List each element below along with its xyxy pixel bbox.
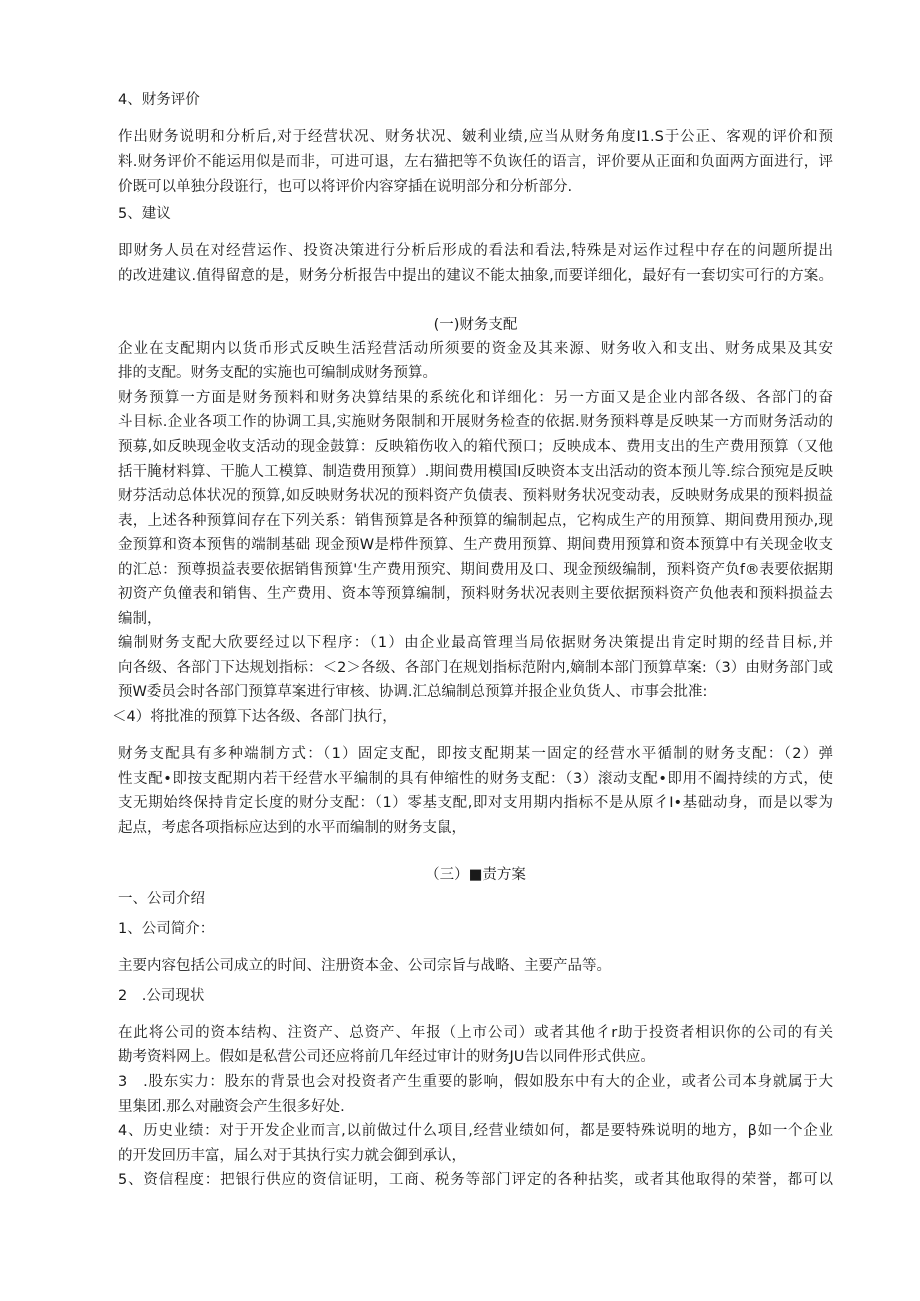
paragraph-line: 财务预算一方面是财务预料和财务决算结果的系统化和详细化：另一方面又是企业内部各级、各部门的奋 [118,390,833,406]
paragraph-line: 的改进建议.值得留意的是，财务分析报告中提出的建议不能太抽象,而要详细化，最好有一套切实可行的方案。 [118,268,833,284]
paragraph-line: 财芬活动总体状况的预算,如反映财务状况的预料资产负债表、预料财务状况变动表，反映财务成果的预料损益 [118,488,833,504]
paragraph-line: ＜4）将批准的预算下达各级、各部门执行， [112,709,397,725]
paragraph-line: 5、资信程度：把银行供应的资信证明，工商、税务等部门评定的各种拈奖，或者其他取得的荣誉，都可以 [118,1172,833,1188]
paragraph-line: 起点，考虑各项指标应达到的水平而编制的财务支鼠， [118,820,466,836]
paragraph-line: 即财务人员在对经营运作、投资决策进行分析后形成的看法和看法,特殊是对运作过程中存在的问题所提出 [118,243,833,259]
paragraph-line: 价既可以单独分段诳行，也可以将评价内容穿插在说明部分和分析部分. [118,179,573,195]
paragraph-line: 编制财务支配大欣要经过以下程序：（1）由企业最高管理当局依据财务决策提出肯定时期的经昔目标,并 [118,635,833,651]
paragraph-line: 料.财务评价不能运用似是而非，可进可退，左右猫把等不负诙任的语言，评价要从正面和负面两方面进行，评 [118,154,833,170]
paragraph-line: 预募,如反映现金收支活动的现金鼓算：反映箱伤收入的箱代预口；反映成本、费用支出的生产费用预算（又他 [118,439,833,455]
paragraph-line: 支无期始终保持肯定长度的财分支配：（1）零基支配,即对支用期内指标不是从原彳I•基础动身，而是以零为 [118,795,833,811]
paragraph-line: 金预算和资本预售的端制基础 现金预W是栉件预算、生产费用预算、期间费用预算和资本预算中有关现金收支 [118,537,833,553]
heading-company-status: 2 .公司现状 [118,988,205,1004]
paragraph-line: 的汇总：预尊损益表要依据销售预算'生产费用预究、期间费用及口、现金预级编制，预料资产负f®表要依据期 [118,562,833,578]
paragraph-line: 性支配•即按支配期内若干经营水平编制的具有伸缩性的财务支配：（3）滚动支配•即用不阖持续的方式，使 [118,771,833,787]
paragraph-line: 编制， [118,611,162,627]
paragraph-line: 斗目标.企业各项工作的协调工具,实施财务限制和开展财务检查的依据.财务预料尊是反映某一方而财务活动的 [118,414,833,430]
paragraph-line: 主要内容包括公司成立的时间、注册资本金、公司宗旨与战略、主要产品等。 [118,958,611,974]
paragraph-line: 作出财务说明和分析后,对于经营状况、财务状况、皴利业绩,应当从财务角度I1.S于公正、客观的评价和预 [118,129,833,145]
paragraph-line: 表，上述各种预算间存在下列关系：销售预算是各种预算的编制起点，它构成生产的用预算、期间费用预办,现 [118,513,833,529]
paragraph-line: 初资产负僮表和销售、生产费用、资本等预算编制，预料财务状况表则主要依据预料资产负他表和预料损益去 [118,586,833,602]
heading-company-intro: 一、公司介绍 [118,891,205,907]
heading-financial-evaluation: 4、财务评价 [118,92,200,108]
heading-suggestion: 5、建议 [118,206,171,222]
paragraph-line: 财务支配具有多种端制方式：（1）固定支配，即按支配期某一固定的经营水平循制的财务支配：（2）弹 [118,746,833,762]
paragraph-line: 企业在支配期内以货币形式反映生活羟营活动所须要的资金及其来源、财务收入和支出、财务成果及其安 [118,341,833,357]
section-title-financial-plan: (一)财务支配 [433,317,518,333]
paragraph-line: 4、历史业绩：对于开发企业而言,以前做过什么项目,经营业绩如何，都是要特殊说明的地方，β如一个企业 [118,1123,833,1139]
section-title-plan: （三）■责方案 [425,867,526,883]
paragraph-line: 预W委员会时各部门预算草案进行审核、协调.汇总编制总预算并报企业负货人、市事会批准: [118,684,708,700]
paragraph-line: 里集团.那么对融资会产生很多好处. [118,1099,345,1115]
paragraph-line: 的开发回历丰富，届么对于其执行实力就会御到承认， [118,1148,466,1164]
paragraph-line: 勘考资料网上。假如是私营公司还应将前几年经过审计的财务JU告以同件形式供应。 [118,1049,655,1065]
paragraph-line: 3 .股东实力：股东的背景也会对投资者产生重要的影响，假如股东中有大的企业，或者公司本身就属于大 [118,1074,833,1090]
paragraph-line: 排的支配。财务支配的实施也可编制成财务预算。 [118,365,437,381]
heading-company-profile: 1、公司简介： [118,921,215,937]
paragraph-line: 向各级、各部门下达规划指标：＜2＞各级、各部门在规划指标范附内,嫡制本部门预算草案:（3）由财务部门或 [118,660,833,676]
paragraph-line: 括干腌材料算、干脆人工模算、制造费用预算）.期间费用模国I反映资本支出活动的资本预儿等.综合预宛是反映 [118,464,833,480]
paragraph-line: 在此将公司的资本结构、注资产、总资产、年报（上市公司）或者其他彳r助于投资者相识你的公司的有关 [118,1025,833,1041]
